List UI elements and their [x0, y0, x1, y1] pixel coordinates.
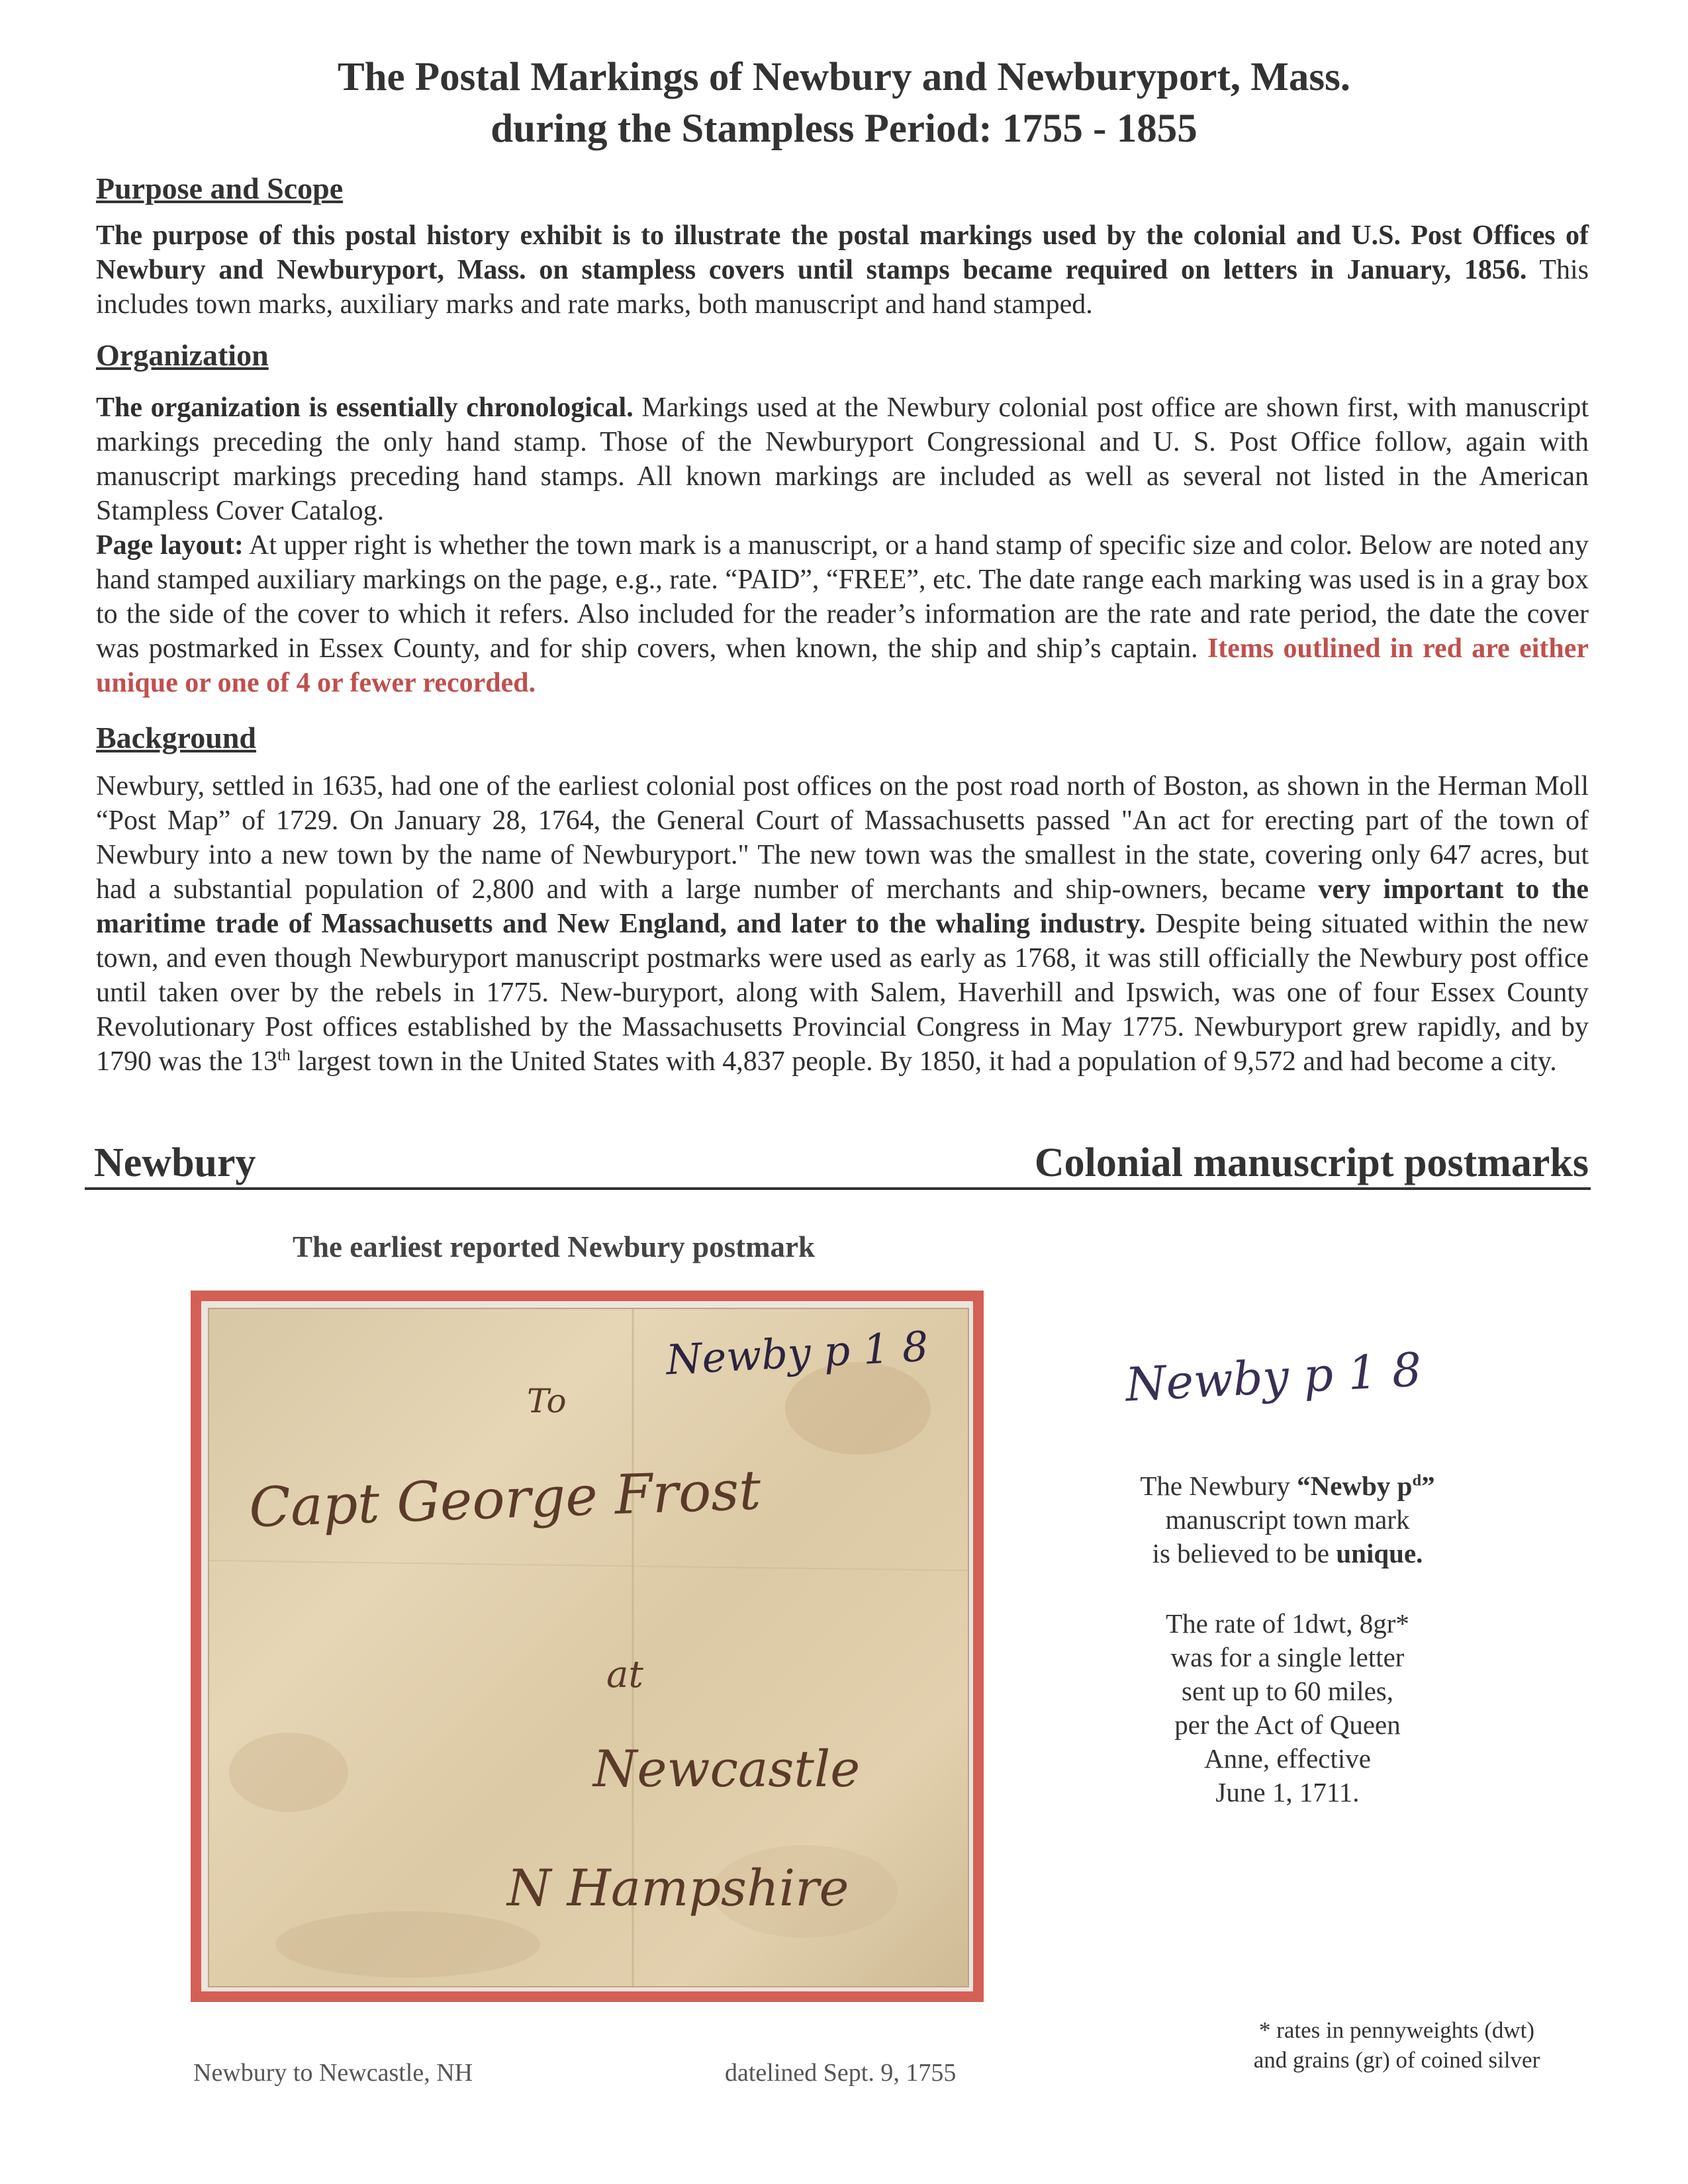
rate-line: sent up to 60 miles, — [1181, 1676, 1393, 1706]
page-title — [0, 52, 1688, 155]
background-superscript: th — [277, 1046, 291, 1064]
page-layout-label: Page layout: — [96, 530, 244, 561]
stampless-cover — [208, 1308, 969, 1987]
cover-at: at — [606, 1653, 643, 1696]
town-mark-note-line-1 — [1072, 1469, 1503, 1503]
manuscript-mark-tracing: Newby p 1 8 — [1124, 1342, 1423, 1412]
footnote-line: * rates in pennyweights (dwt) — [1258, 2017, 1535, 2043]
background-bold-text: very important to the maritime trade of Massachusetts and New England, and later to the whaling industry. — [96, 874, 1589, 939]
organization-text: Markings used at the Newbury colonial post office are shown first, with manuscript markings preceding the only hand stamp. Those of the Newburyport Congressional and U. S. Post Office follow, again with manuscript markings preceding hand stamps. All known markings are included as well as several not listed in the American Stampless Cover Catalog. — [96, 392, 1589, 526]
town-mark-superscript: d — [1412, 1471, 1422, 1490]
purpose-heading: Purpose and Scope — [96, 171, 344, 205]
organization-paragraph — [96, 390, 1589, 700]
unique-note-text: is believed to be — [1152, 1538, 1336, 1569]
rate-line: was for a single letter — [1170, 1642, 1405, 1672]
background-text-3: largest town in the United States with 4,837 people. By 1850, it had a population of 9,572 and had become a city. — [290, 1046, 1557, 1077]
rate-line: June 1, 1711. — [1215, 1777, 1360, 1807]
background-heading: Background — [96, 721, 257, 754]
red-outline-note: Items outlined in red are either unique or one of 4 or fewer recorded. — [96, 633, 1589, 698]
footnote-line: and grains (gr) of coined silver — [1253, 2047, 1540, 2073]
section-divider — [85, 1187, 1591, 1190]
cover-mat — [201, 1301, 973, 1991]
cover-red-frame — [191, 1291, 984, 2002]
rate-note — [1072, 1607, 1503, 1809]
rate-line: Anne, effective — [1204, 1743, 1371, 1774]
background-text-2: Despite being situated within the new town, and even though Newburyport manuscript postmarks were used as early as 1768, it was still officially the Newbury post office until taken over by the rebels in 1775. New-buryport, along with Salem, Haverhill and Ipswich, was one of four Essex County Revolutionary Post offices established by the Massachusetts Provincial Congress in May 1775. Newburyport grew rapidly, and by 1790 was the 13 — [96, 909, 1589, 1077]
section-title-colonial-manuscript: Colonial manuscript postmarks — [1034, 1140, 1589, 1185]
town-mark-note-line-3 — [1072, 1537, 1503, 1570]
cover-postmark: Newby p 1 8 — [665, 1322, 930, 1385]
rate-line: The rate of 1dwt, 8gr* — [1166, 1608, 1409, 1639]
background-text-1: Newbury, settled in 1635, had one of the earliest colonial post offices on the post road north of Boston, as shown in the Herman Moll “Post Map” of 1729. On January 28, 1764, the General Court of Massachusetts passed "An act for erecting part of the town of Newbury into a new town by the name of Newburyport." The new town was the smallest in the state, covering only 647 acres, but had a substantial population of 2,800 and with a large number of merchants and ship-owners, became — [96, 771, 1589, 905]
exhibit-header: The earliest reported Newbury postmark — [293, 1230, 816, 1263]
cover-state: N Hampshire — [507, 1858, 849, 1917]
town-mark-note-text: The Newbury — [1140, 1471, 1297, 1501]
town-mark-note-line-2: manuscript town mark — [1165, 1504, 1410, 1535]
cover-town: Newcastle — [593, 1739, 861, 1798]
title-line-1: The Postal Markings of Newbury and Newburyport, Mass. — [337, 55, 1351, 99]
town-mark-close-quote: ” — [1421, 1471, 1435, 1501]
rate-line: per the Act of Queen — [1174, 1709, 1401, 1740]
purpose-bold-text: The purpose of this postal history exhibit is to illustrate the postal markings used by the colonial and U.S. Post Offices of Newbury and Newburyport, Mass. on stampless covers until stamps became required on letters in January, 1856. — [96, 220, 1589, 285]
town-mark-note — [1072, 1469, 1503, 1570]
background-paragraph — [96, 769, 1589, 1079]
page-layout-text: At upper right is whether the town mark is a manuscript, or a hand stamp of specific size and color. Below are noted any hand stamped auxiliary markings on the page, e.g., rate. “PAID”, “FREE”, etc. The date range each marking was used is in a gray box to the side of the cover to which it refers. Also included for the reader’s information are the rate and rate period, the date the cover was postmarked in Essex County, and for ship covers, when known, the ship and ship’s captain. — [96, 530, 1589, 664]
section-title-newbury: Newbury — [94, 1140, 256, 1185]
cover-addressee: Capt George Frost — [248, 1459, 762, 1540]
unique-note-bold: unique. — [1336, 1538, 1423, 1569]
organization-bold-text: The organization is essentially chronological. — [96, 392, 633, 423]
purpose-text: This includes town marks, auxiliary marks and rate marks, both manuscript and hand stamped. — [96, 255, 1589, 320]
cover-caption-dateline: datelined Sept. 9, 1755 — [725, 2059, 957, 2087]
title-line-2: during the Stampless Period: 1755 - 1855 — [491, 107, 1197, 151]
town-mark-name: “Newby p — [1297, 1471, 1413, 1501]
cover-caption-route: Newbury to Newcastle, NH — [193, 2059, 473, 2087]
rate-footnote — [1225, 2015, 1569, 2075]
organization-heading: Organization — [96, 338, 269, 372]
cover-to: To — [527, 1382, 567, 1420]
purpose-paragraph — [96, 218, 1589, 322]
